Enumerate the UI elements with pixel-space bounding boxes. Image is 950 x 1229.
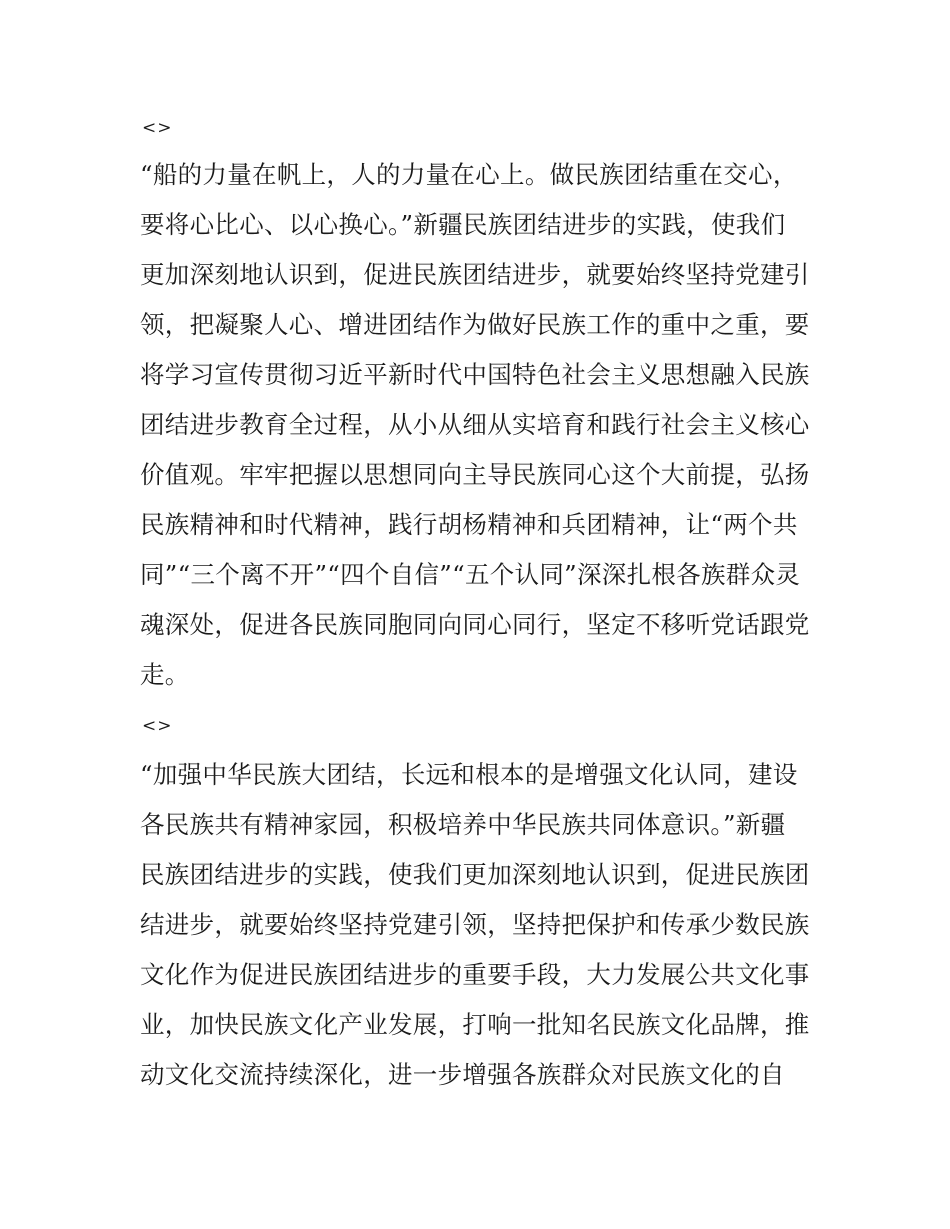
text-line: 文化作为促进民族团结进步的重要手段，大力发展公共文化事 [140, 960, 810, 989]
text-line: 各民族共有精神家园，积极培养中华民族共同体意识。”新疆 [140, 810, 786, 839]
text-line: 同”“三个离不开”“四个自信”“五个认同”深深扎根各族群众灵 [140, 560, 801, 589]
section-marker: <> [142, 716, 173, 736]
text-line: “加强中华民族大团结，长远和根本的是增强文化认同，建设 [140, 760, 798, 789]
text-line: 将学习宣传贯彻习近平新时代中国特色社会主义思想融入民族 [140, 360, 810, 389]
text-line: 价值观。牢牢把握以思想同向主导民族同心这个大前提，弘扬 [140, 460, 810, 489]
section-marker: <> [142, 118, 173, 138]
text-line: 民族团结进步的实践，使我们更加深刻地认识到，促进民族团 [140, 860, 810, 889]
text-line: 业，加快民族文化产业发展，打响一批知名民族文化品牌，推 [140, 1010, 810, 1039]
text-line: 民族精神和时代精神，践行胡杨精神和兵团精神，让“两个共 [140, 510, 798, 539]
paragraph [140, 750, 812, 1100]
text-line: 要将心比心、以心换心。”新疆民族团结进步的实践，使我们 [140, 210, 786, 239]
text-line: 动文化交流持续深化，进一步增强各族群众对民族文化的自 [140, 1060, 785, 1089]
text-line: 走。 [140, 660, 190, 689]
text-line: 团结进步教育全过程，从小从细从实培育和践行社会主义核心 [140, 410, 810, 439]
text-line: 更加深刻地认识到，促进民族团结进步，就要始终坚持党建引 [140, 260, 810, 289]
text-line: 领，把凝聚人心、增进团结作为做好民族工作的重中之重，要 [140, 310, 810, 339]
text-line: “船的力量在帆上，人的力量在心上。做民族团结重在交心， [140, 160, 798, 189]
paragraph [140, 150, 812, 700]
text-line: 结进步，就要始终坚持党建引领，坚持把保护和传承少数民族 [140, 910, 810, 939]
text-line: 魂深处，促进各民族同胞同向同心同行，坚定不移听党话跟党 [140, 610, 810, 639]
